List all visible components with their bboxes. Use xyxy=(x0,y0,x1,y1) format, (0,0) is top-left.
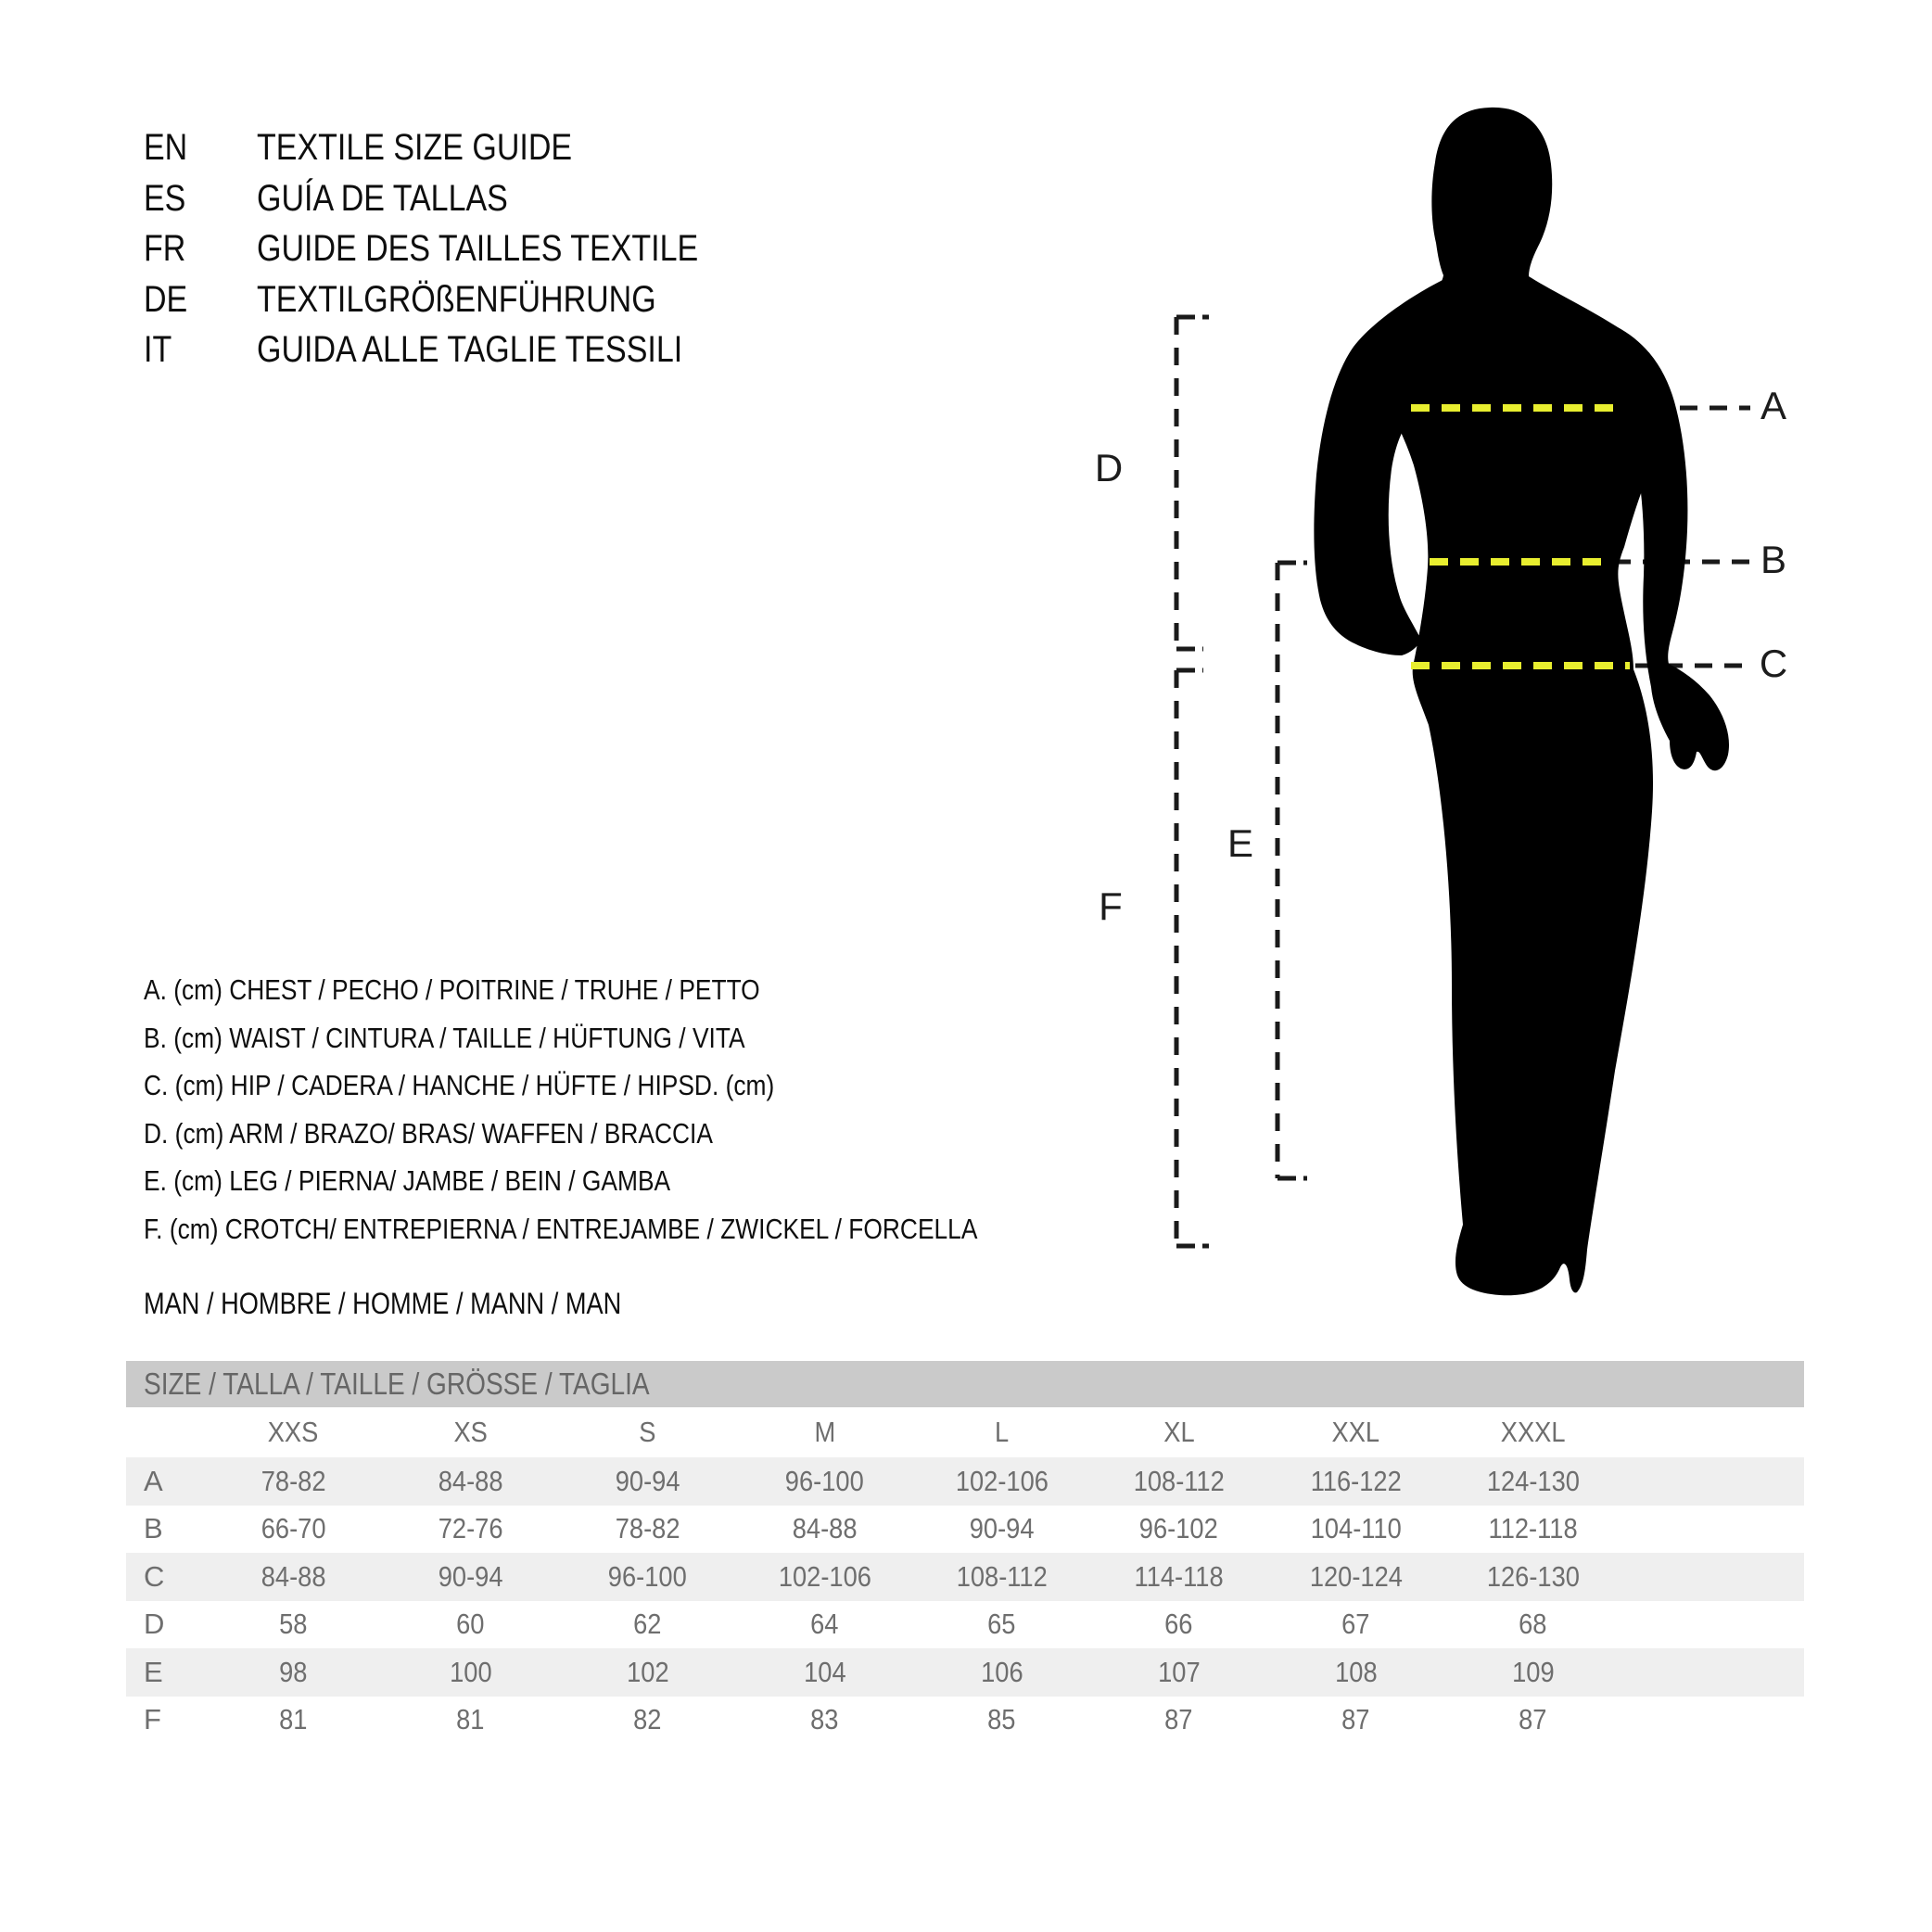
category-line xyxy=(144,1288,705,1319)
size-cell: 90-94 xyxy=(969,1512,1035,1545)
leg-label: E xyxy=(1227,821,1254,865)
size-cell: 60 xyxy=(456,1608,485,1641)
size-cell: 87 xyxy=(1164,1703,1193,1736)
legend-item-text: C. (cm) HIP / CADERA / HANCHE / HÜFTE / HIPSD. (cm) xyxy=(144,1069,775,1102)
legend-item xyxy=(144,1061,1125,1110)
size-cell: 66 xyxy=(1164,1608,1193,1641)
size-cell: 108-112 xyxy=(956,1559,1048,1593)
size-cell: 58 xyxy=(279,1608,308,1641)
size-cell: 65 xyxy=(987,1608,1016,1641)
row-label: B xyxy=(144,1512,163,1545)
column-header: M xyxy=(814,1416,835,1448)
size-cell: 102 xyxy=(626,1655,669,1688)
language-code: EN xyxy=(144,127,188,168)
row-label: F xyxy=(144,1703,161,1736)
legend-item-text: D. (cm) ARM / BRAZO/ BRAS/ WAFFEN / BRACCIA xyxy=(144,1116,713,1150)
size-cell: 120-124 xyxy=(1309,1559,1403,1593)
legend-item xyxy=(144,1014,1125,1062)
legend-item xyxy=(144,1205,1125,1253)
arm-label: D xyxy=(1094,446,1124,489)
size-cell: 82 xyxy=(633,1703,662,1736)
size-cell: 81 xyxy=(456,1703,485,1736)
size-cell: 116-122 xyxy=(1310,1464,1402,1497)
size-table-column-header-row xyxy=(126,1407,1804,1457)
language-code: DE xyxy=(144,278,188,320)
size-cell: 126-130 xyxy=(1486,1559,1580,1593)
size-cell: 84-88 xyxy=(792,1512,858,1545)
size-cell: 87 xyxy=(1341,1703,1370,1736)
size-cell: 107 xyxy=(1157,1655,1201,1688)
size-cell: 72-76 xyxy=(438,1512,503,1545)
size-cell: 62 xyxy=(633,1608,662,1641)
crotch-label: F xyxy=(1099,884,1123,928)
size-cell: 124-130 xyxy=(1486,1464,1580,1497)
language-title: TEXTILGRÖßENFÜHRUNG xyxy=(257,278,656,320)
legend-item-text: B. (cm) WAIST / CINTURA / TAILLE / HÜFTUNG / VITA xyxy=(144,1021,745,1054)
row-label: D xyxy=(144,1608,165,1641)
size-table-row xyxy=(126,1553,1804,1601)
size-table-row xyxy=(126,1457,1804,1506)
language-code: FR xyxy=(144,228,186,270)
man-silhouette xyxy=(1314,108,1729,1295)
language-title: GUÍA DE TALLAS xyxy=(257,177,508,219)
size-cell: 104-110 xyxy=(1310,1512,1402,1545)
column-header: XS xyxy=(453,1416,488,1448)
language-title: TEXTILE SIZE GUIDE xyxy=(257,127,573,168)
size-table-row xyxy=(126,1601,1804,1649)
size-table xyxy=(126,1361,1804,1744)
legend-item-text: E. (cm) LEG / PIERNA/ JAMBE / BEIN / GAMBA xyxy=(144,1164,671,1198)
measurement-legend xyxy=(144,966,1125,1253)
size-cell: 96-102 xyxy=(1139,1512,1218,1545)
size-cell: 96-100 xyxy=(608,1559,687,1593)
size-table-header xyxy=(126,1361,1804,1407)
row-label: A xyxy=(144,1464,163,1497)
size-cell: 84-88 xyxy=(438,1464,503,1497)
legend-item xyxy=(144,1157,1125,1205)
legend-item xyxy=(144,966,1125,1014)
language-code: ES xyxy=(144,177,186,219)
size-cell: 90-94 xyxy=(438,1559,503,1593)
size-table-header-text: SIZE / TALLA / TAILLE / GRÖSSE / TAGLIA xyxy=(144,1366,650,1401)
size-cell: 108-112 xyxy=(1133,1464,1225,1497)
size-cell: 109 xyxy=(1511,1655,1555,1688)
language-title: GUIDA ALLE TAGLIE TESSILI xyxy=(257,329,683,371)
column-header: XXL xyxy=(1331,1416,1380,1448)
size-cell: 83 xyxy=(810,1703,839,1736)
size-cell: 100 xyxy=(449,1655,492,1688)
size-cell: 67 xyxy=(1341,1608,1370,1641)
size-cell: 106 xyxy=(980,1655,1023,1688)
size-cell: 98 xyxy=(279,1655,308,1688)
column-header: S xyxy=(639,1416,656,1448)
size-cell: 102-106 xyxy=(955,1464,1049,1497)
measurement-lines xyxy=(1411,408,1630,666)
legend-item-text: A. (cm) CHEST / PECHO / POITRINE / TRUHE / PETTO xyxy=(144,973,760,1006)
row-label: E xyxy=(144,1655,163,1688)
column-header: XXXL xyxy=(1500,1416,1566,1448)
size-cell: 66-70 xyxy=(261,1512,326,1545)
size-cell: 90-94 xyxy=(615,1464,680,1497)
language-code: IT xyxy=(144,329,172,371)
size-cell: 102-106 xyxy=(778,1559,871,1593)
size-cell: 85 xyxy=(987,1703,1016,1736)
legend-item-text: F. (cm) CROTCH/ ENTREPIERNA / ENTREJAMBE / ZWICKEL / FORCELLA xyxy=(144,1212,978,1245)
size-cell: 87 xyxy=(1519,1703,1547,1736)
size-cell: 112-118 xyxy=(1488,1512,1578,1545)
size-cell: 78-82 xyxy=(615,1512,680,1545)
size-cell: 68 xyxy=(1519,1608,1547,1641)
column-header: XXS xyxy=(268,1416,319,1448)
size-cell: 96-100 xyxy=(785,1464,864,1497)
legend-item xyxy=(144,1110,1125,1158)
leader-lines xyxy=(1176,317,1750,1246)
size-cell: 84-88 xyxy=(261,1559,326,1593)
size-cell: 108 xyxy=(1334,1655,1378,1688)
size-cell: 64 xyxy=(810,1608,839,1641)
hip-label: C xyxy=(1759,642,1788,685)
column-header: L xyxy=(994,1416,1010,1448)
waist-label: B xyxy=(1760,538,1787,581)
category-text: MAN / HOMBRE / HOMME / MANN / MAN xyxy=(144,1287,622,1320)
chest-label: A xyxy=(1760,384,1787,427)
size-table-row xyxy=(126,1697,1804,1745)
language-title: GUIDE DES TAILLES TEXTILE xyxy=(257,228,699,270)
size-cell: 114-118 xyxy=(1134,1559,1224,1593)
size-table-row xyxy=(126,1648,1804,1697)
size-cell: 104 xyxy=(803,1655,846,1688)
row-label: C xyxy=(144,1559,165,1593)
column-header: XL xyxy=(1163,1416,1195,1448)
size-cell: 78-82 xyxy=(261,1464,326,1497)
size-cell: 81 xyxy=(279,1703,308,1736)
size-table-row xyxy=(126,1506,1804,1554)
size-table-body xyxy=(126,1457,1804,1744)
